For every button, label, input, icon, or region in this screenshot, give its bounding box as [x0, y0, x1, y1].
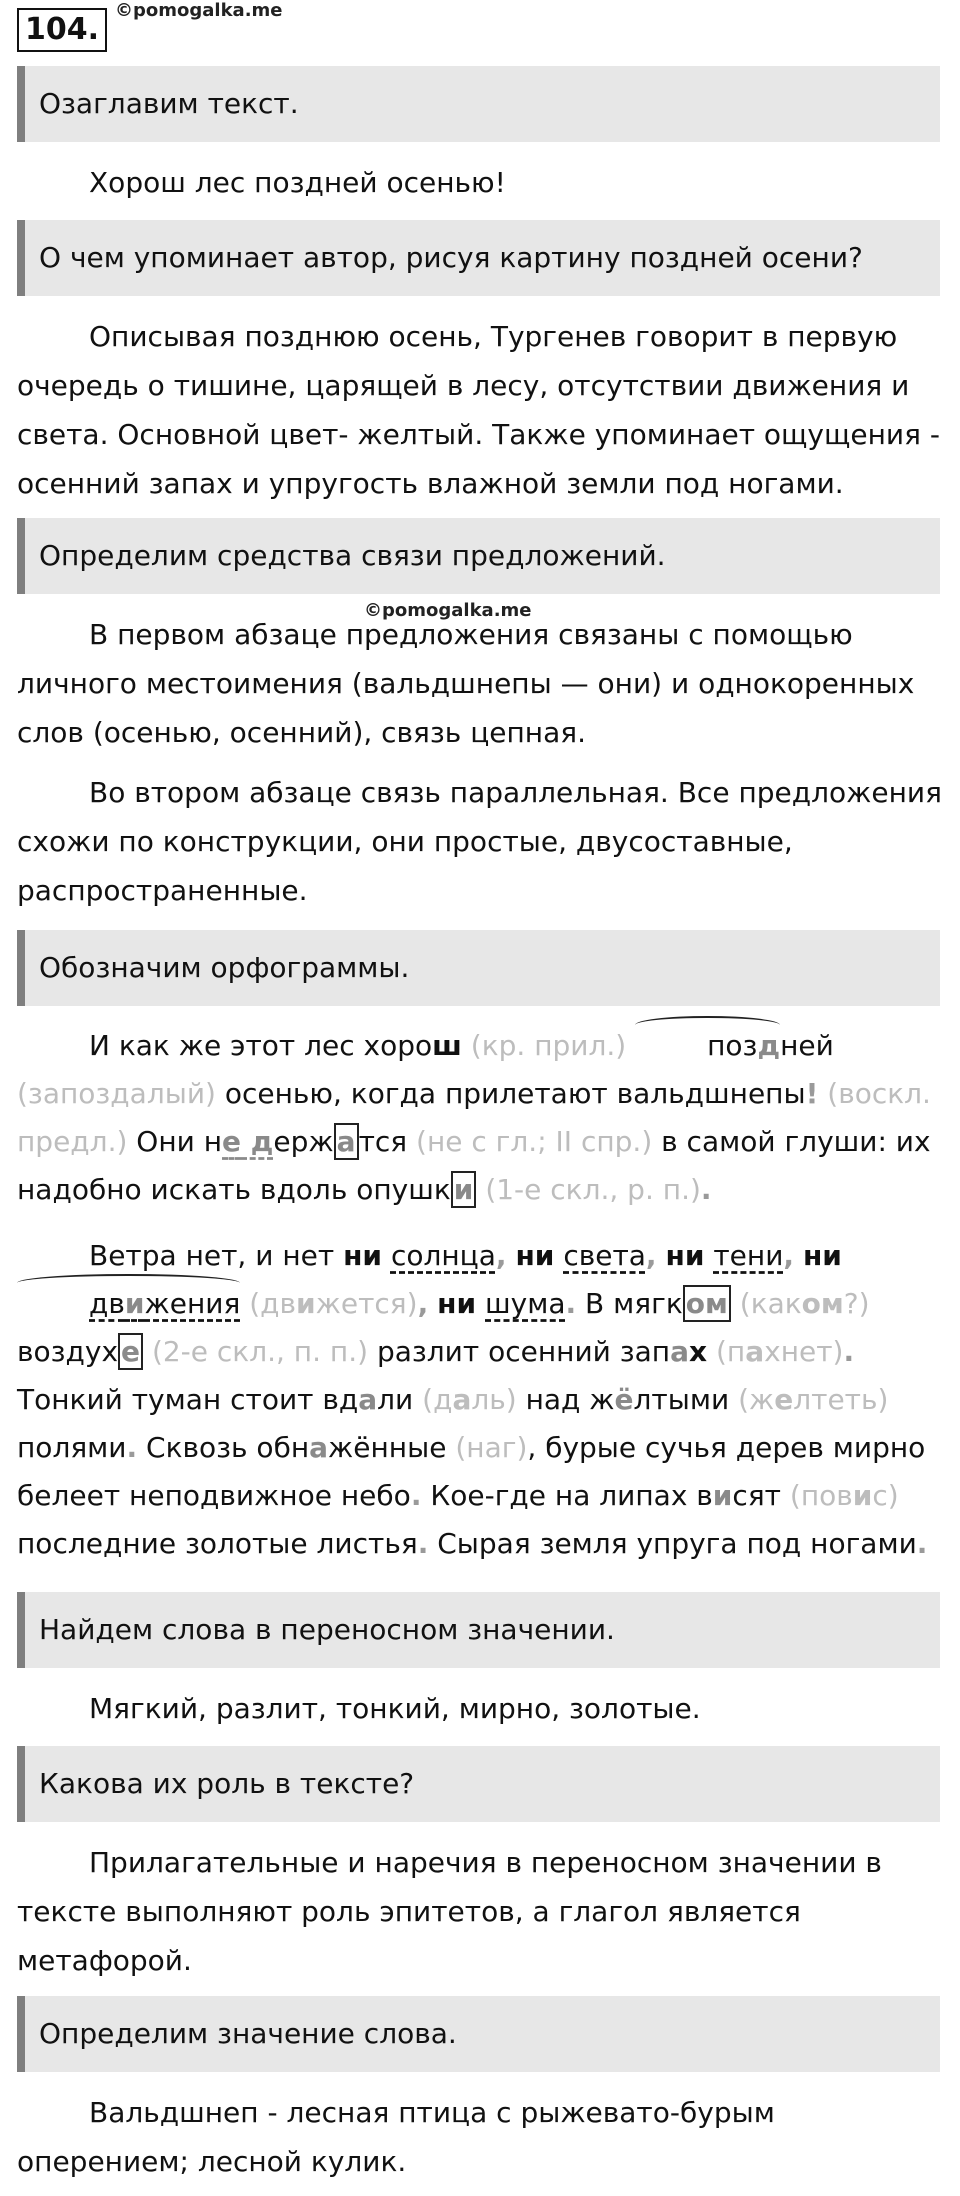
answer-3a: В первом абзаце предложения связаны с помощью личного местоимения (вальдшнепы — они) и однокоренных слов (осенью, осенний), связь цепная.	[17, 618, 915, 749]
question-1: Озаглавим текст.	[17, 66, 940, 142]
exercise-number: 104.	[17, 8, 107, 52]
answer-5: Мягкий, разлит, тонкий, мирно, золотые.	[89, 1692, 701, 1725]
orthogram-paragraph-1: И как же этот лес хорош (кр. прил.) поздней (запоздалый) осенью, когда прилетают вальдшнепы! (воскл. предл.) Они не держ а тся (не с гл.; II спр.) в самой глуши: их надобно искать вдоль опушк и (1-е скл., р. п.).	[17, 1022, 942, 1214]
answer-1: Хорош лес поздней осенью!	[89, 166, 506, 199]
question-7: Определим значение слова.	[17, 1996, 940, 2072]
question-5: Найдем слова в переносном значении.	[17, 1592, 940, 1668]
question-2: О чем упоминает автор, рисуя картину поздней осени?	[17, 220, 940, 296]
answer-3b: Во втором абзаце связь параллельная. Все предложения схожи по конструкции, они простые, двусоставные, распространенные.	[17, 776, 942, 907]
watermark: ©pomogalka.me	[115, 0, 283, 21]
question-6: Какова их роль в тексте?	[17, 1746, 940, 1822]
answer-7: Вальдшнеп - лесная птица с рыжевато-бурым оперением; лесной кулик.	[17, 2096, 775, 2178]
question-3: Определим средства связи предложений.	[17, 518, 940, 594]
watermark-mid: ©pomogalka.me	[364, 600, 532, 621]
answer-6: Прилагательные и наречия в переносном значении в тексте выполняют роль эпитетов, а глагол является метафорой.	[17, 1846, 882, 1977]
question-4: Обозначим орфограммы.	[17, 930, 940, 1006]
orthogram-paragraph-2: Ветра нет, и нет ни солнца, ни света, ни тени, ни движения (движется), ни шума. В мягк ом (каком?) воздух е (2-е скл., п. п.) разлит осенний запах (пахнет). Тонкий туман стоит вдали (даль) над жёлтыми (желтеть) полями. Сквозь обнажённые (наг), бурые сучья дерев мирно белеет неподвижное небо. Кое-где на липах висят (повис) последние золотые листья. Сырая земля упруга под ногами.	[17, 1239, 928, 1560]
answer-2: Описывая позднюю осень, Тургенев говорит в первую очередь о тишине, царящей в лесу, отсутствии движения и света. Основной цвет- желтый. Также упоминает ощущения - осенний запах и упругость влажной земли под ногами.	[17, 320, 940, 500]
